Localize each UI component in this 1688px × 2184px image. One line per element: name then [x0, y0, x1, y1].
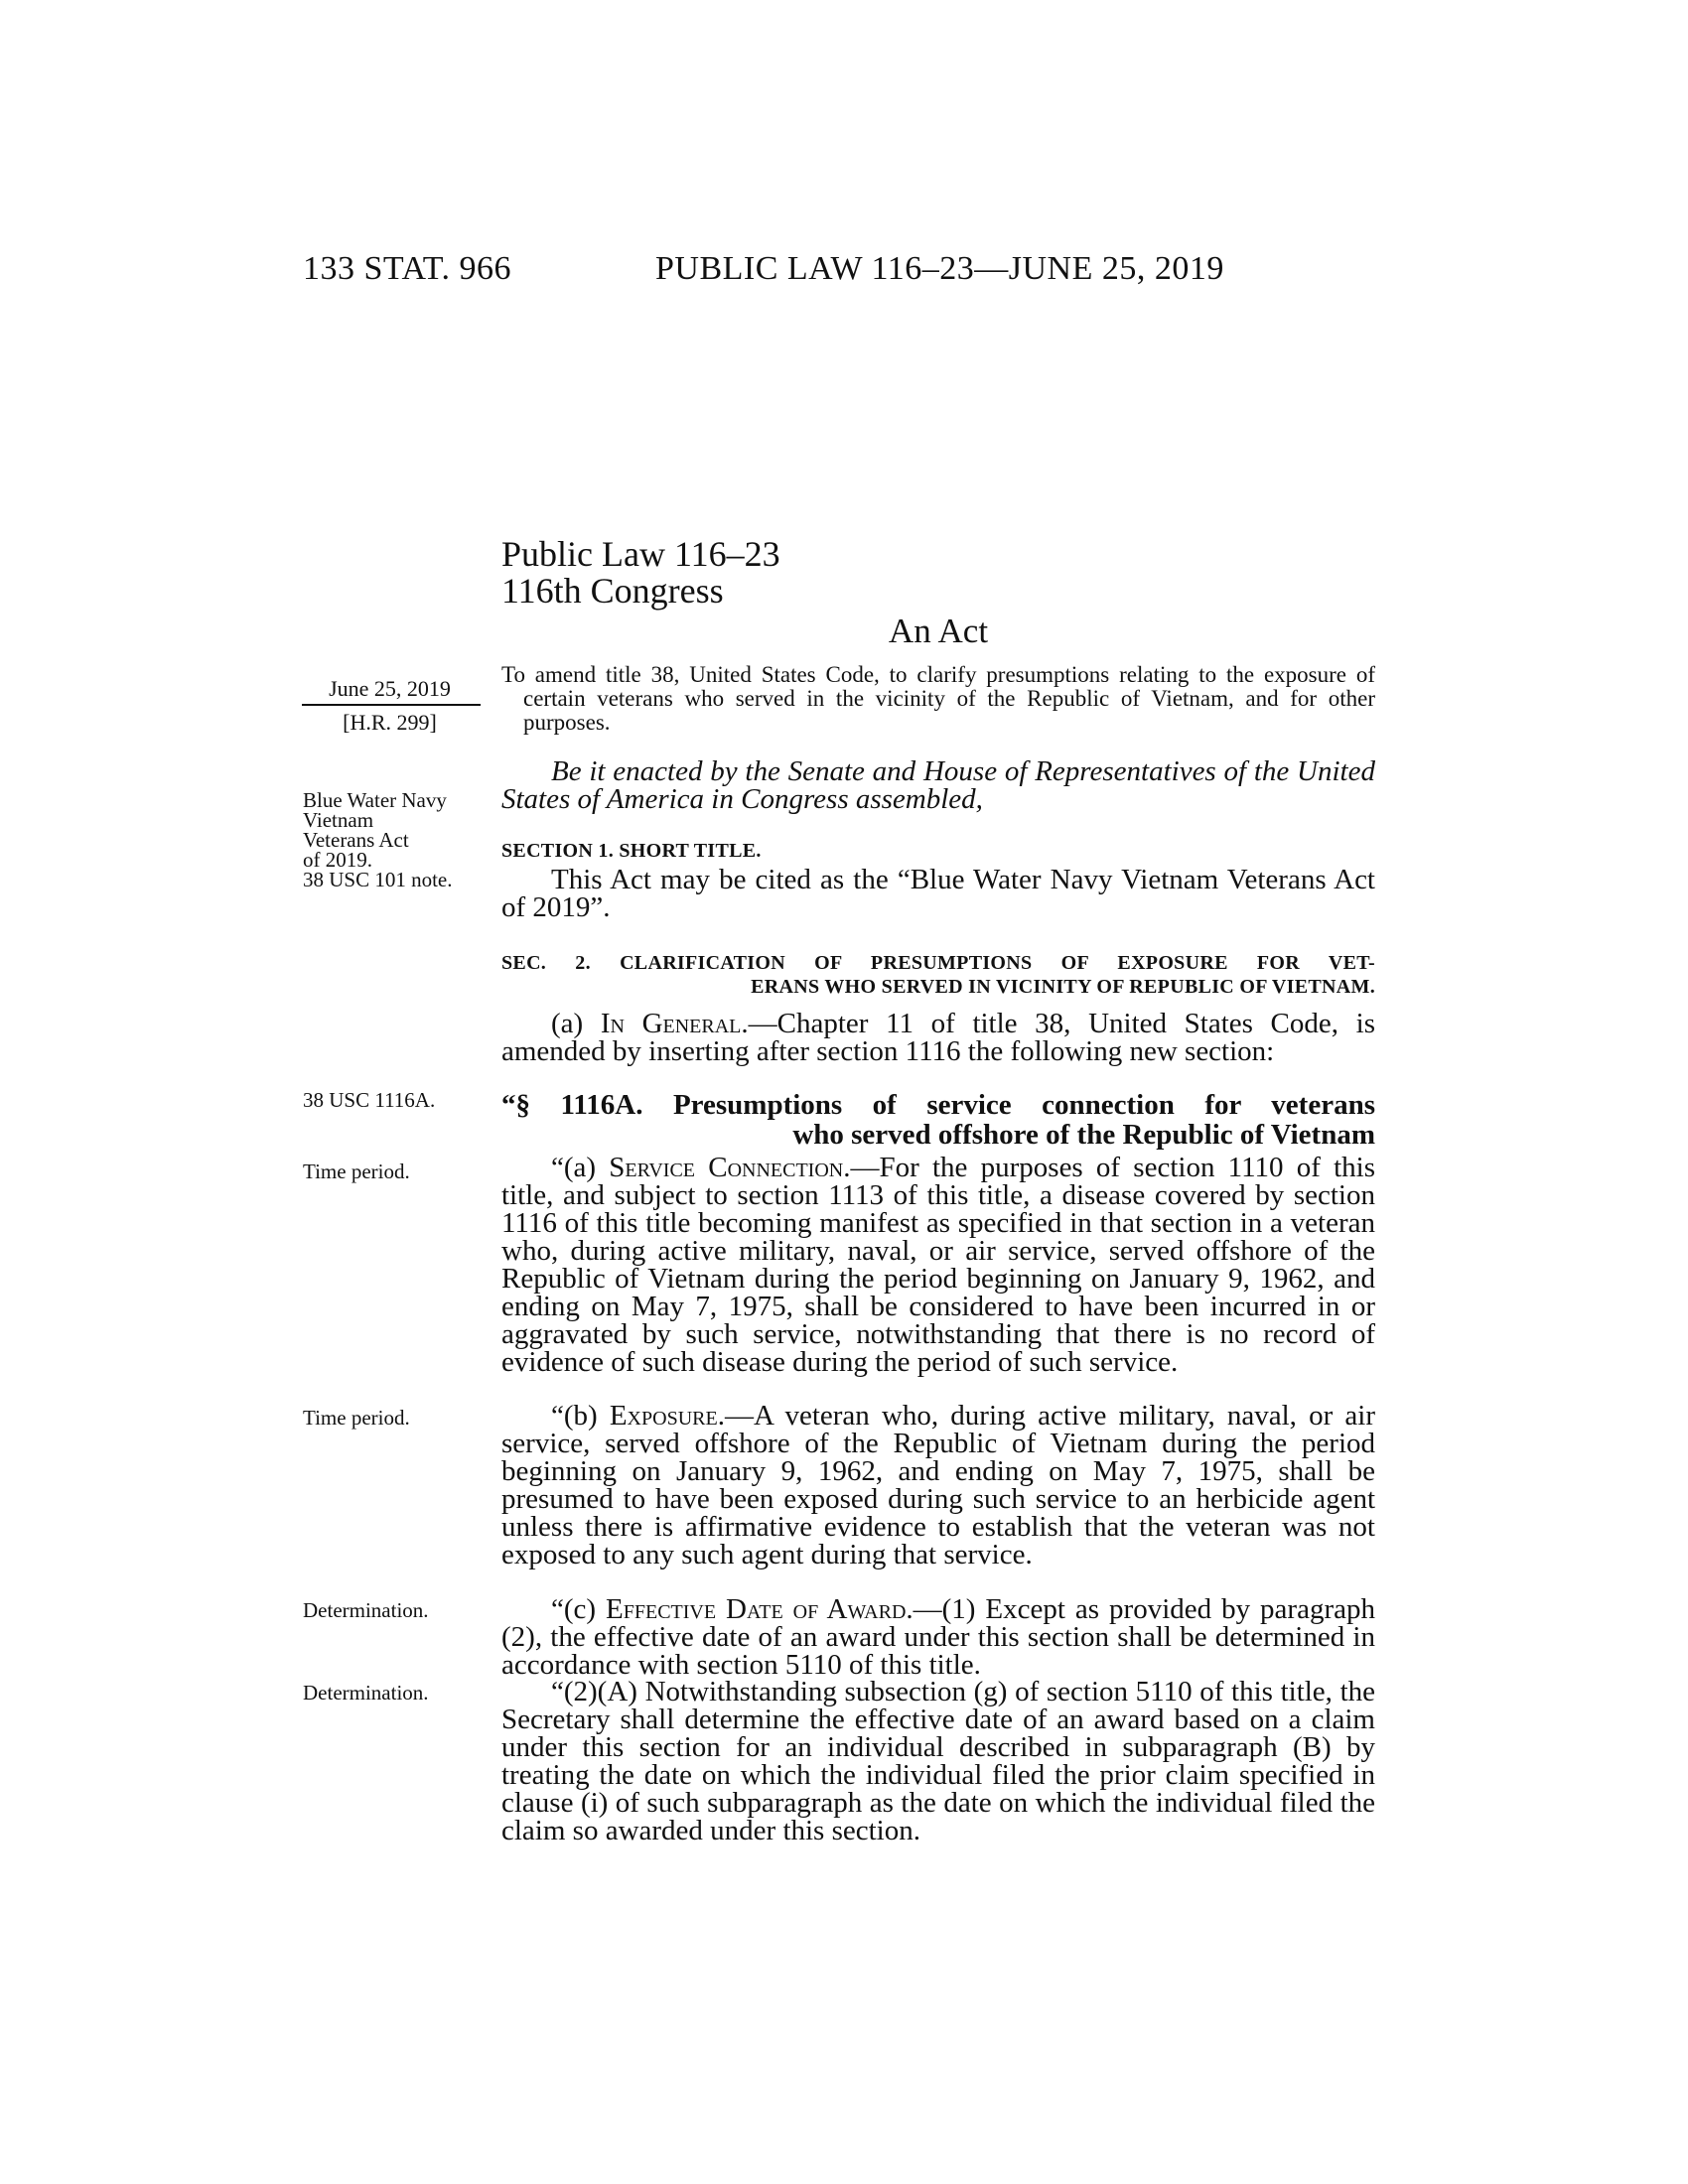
enactment-date: June 25, 2019 [329, 676, 451, 701]
section-2-heading-line: SEC. 2. CLARIFICATION OF PRESUMPTIONS OF EXPOSURE FOR VET- [501, 952, 1375, 974]
page-reference: 133 STAT. 966 [303, 250, 511, 287]
margin-note-line: Blue Water Navy [303, 788, 447, 812]
law-number: Public Law 116–23 [501, 534, 780, 574]
margin-note-line: Veterans Act [303, 828, 409, 852]
act-heading: An Act [888, 612, 989, 650]
subsection-label: (a) [551, 1008, 601, 1039]
subsection-caption: Service Connection [609, 1152, 844, 1183]
subsection-caption: Effective Date of Award [606, 1593, 907, 1625]
paragraph-c2-text: “(2)(A) Notwithstanding subsection (g) of section 5110 of this title, the Secretary shall determine the effective date of an award based on a claim under this section for an individual described in subparagraph (B) by treating the date on which the individual filed the prior claim specified in clause (i) of such subparagraph as the date on which the individual filed the claim so awarded under this section. [501, 1676, 1375, 1846]
purpose-text: To amend title 38, United States Code, to clarify presumptions relating to the exposure of certain veterans who served in the vicinity of the Republic of Vietnam, and for other purposes. [501, 662, 1375, 735]
subsection-c-text [501, 1595, 1375, 1679]
margin-note-short-title [303, 790, 492, 889]
enacting-clause: Be it enacted by the Senate and House of Representatives of the United States of America in Congress assembled, [501, 755, 1375, 815]
section-2a-text [501, 1010, 1375, 1065]
section-2-heading-line: ERANS WHO SERVED IN VICINITY OF REPUBLIC OF VIETNAM. [751, 976, 1375, 998]
subsection-label: “(a) [551, 1152, 610, 1183]
margin-note-time-period: Time period. [303, 1160, 410, 1183]
subsection-caption: In General [600, 1008, 742, 1039]
margin-note-determination: Determination. [303, 1598, 429, 1622]
subsection-body: .—For the purposes of section 1110 of this title, and subject to section 1113 of this title, a disease covered by section 1116 of this title becoming manifest as specified in that section in a veteran who, during active military, naval, or air service, served offshore of the Republic of Vietnam during the period beginning on January 9, 1962, and ending on May 7, 1975, shall be considered to have been incurred in or aggravated by such service, notwithstanding that there is no record of evidence of such disease during the period of such service. [501, 1152, 1375, 1378]
margin-note-time-period: Time period. [303, 1406, 410, 1430]
margin-note-usc-1116a: 38 USC 1116A. [303, 1088, 436, 1112]
subsection-label: “(b) [551, 1400, 610, 1432]
margin-note-line: Vietnam [303, 808, 374, 832]
congress-number: 116th Congress [501, 571, 724, 611]
margin-note-determination: Determination. [303, 1681, 429, 1705]
running-title: PUBLIC LAW 116–23—JUNE 25, 2019 [655, 250, 1224, 287]
new-section-heading-line: “§ 1116A. Presumptions of service connection for veterans [501, 1089, 1375, 1121]
bill-number: [H.R. 299] [343, 710, 437, 735]
new-section-heading [501, 1090, 1375, 1150]
new-section-heading-line: who served offshore of the Republic of Vietnam [792, 1119, 1375, 1151]
margin-note-usc: 38 USC 101 note. [303, 868, 453, 891]
subsection-b-text [501, 1402, 1375, 1569]
section-1-heading: SECTION 1. SHORT TITLE. [501, 840, 762, 862]
subsection-body: .—Chapter 11 of title 38, United States Code, is amended by inserting after section 1116 the following new section: [501, 1008, 1375, 1067]
subsection-body: .—(1) Except as provided by paragraph (2), the effective date of an award under this section shall be determined in accordance with section 5110 of this title. [501, 1593, 1375, 1681]
margin-note-line: of 2019. [303, 848, 372, 872]
subsection-caption: Exposure [609, 1400, 718, 1432]
subsection-label: “(c) [551, 1593, 607, 1625]
section-2-heading [501, 951, 1375, 999]
section-1-text: This Act may be cited as the “Blue Water Navy Vietnam Veterans Act of 2019”. [501, 864, 1375, 923]
subsection-body: .—A veteran who, during active military, naval, or air service, served offshore of the Republic of Vietnam during the period beginning on January 9, 1962, and ending on May 7, 1975, shall be presumed to have been exposed during such service to an herbicide agent unless there is affirmative evidence to establish that the veteran was not exposed to any such agent during that service. [501, 1400, 1375, 1570]
sidebar-divider [302, 704, 481, 706]
subsection-a-text [501, 1154, 1375, 1376]
